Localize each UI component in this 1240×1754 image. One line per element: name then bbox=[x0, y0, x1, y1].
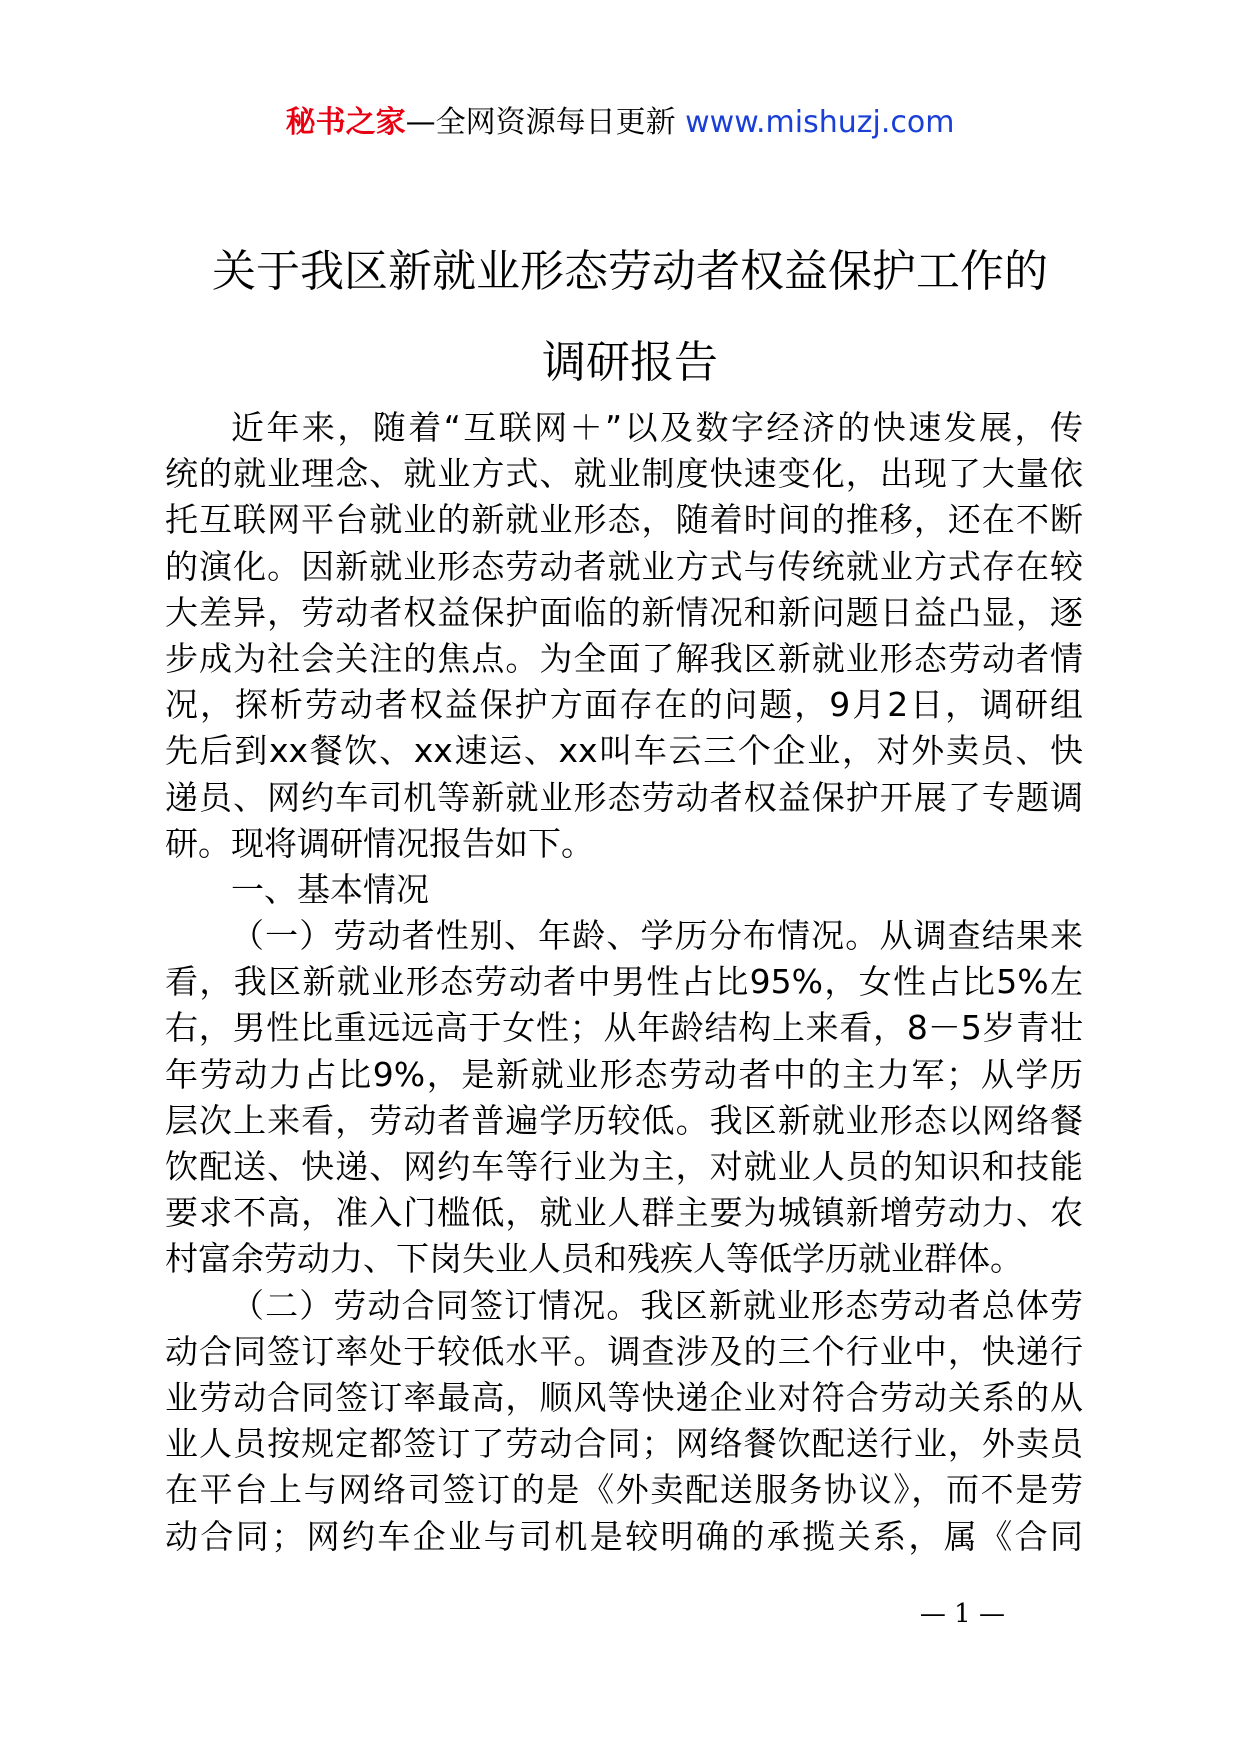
body-line: 先后到xx餐饮、xx速运、xx叫车云三个企业，对外卖员、快 bbox=[165, 731, 1083, 771]
body-line: （二）劳动合同签订情况。我区新就业形态劳动者总体劳 bbox=[231, 1285, 1083, 1325]
body-line: 递员、网约车司机等新就业形态劳动者权益保护开展了专题调 bbox=[165, 777, 1083, 817]
body-line: 看，我区新就业形态劳动者中男性占比95%，女性占比5%左 bbox=[165, 962, 1083, 1002]
body-line: 近年来，随着“互联网＋”以及数字经济的快速发展，传 bbox=[231, 408, 1083, 447]
body-line: 步成为社会关注的焦点。为全面了解我区新就业形态劳动者情 bbox=[165, 638, 1083, 678]
body-line: 饮配送、快递、网约车等行业为主，对就业人员的知识和技能 bbox=[165, 1147, 1083, 1186]
body-line: 要求不高，准入门槛低，就业人群主要为城镇新增劳动力、农 bbox=[165, 1193, 1083, 1233]
body-line: 层次上来看，劳动者普遍学历较低。我区新就业形态以网络餐 bbox=[165, 1100, 1083, 1140]
body-line: 动合同签订率处于较低水平。调查涉及的三个行业中，快递行 bbox=[165, 1331, 1083, 1371]
document-body bbox=[165, 405, 1083, 1560]
body-line: 右，男性比重远远高于女性；从年龄结构上来看，8－5岁青壮 bbox=[165, 1008, 1083, 1048]
page-number: — 1 — bbox=[919, 1599, 1005, 1629]
body-line: 业劳动合同签订率最高，顺风等快递企业对符合劳动关系的从 bbox=[165, 1377, 1083, 1417]
body-line: 动合同；网约车企业与司机是较明确的承揽关系，属《合同 bbox=[165, 1516, 1083, 1556]
document-title-line-2: 调研报告 bbox=[542, 337, 718, 388]
site-header-banner bbox=[0, 103, 1240, 143]
site-url[interactable]: www.mishuzj.com bbox=[685, 105, 955, 140]
body-line: 村富余劳动力、下岗失业人员和残疾人等低学历就业群体。 bbox=[165, 1239, 1023, 1279]
body-line: 统的就业理念、就业方式、就业制度快速变化，出现了大量依 bbox=[165, 454, 1083, 494]
body-line: 业人员按规定都签订了劳动合同；网络餐饮配送行业，外卖员 bbox=[165, 1424, 1083, 1464]
document-title-line-1: 关于我区新就业形态劳动者权益保护工作的 bbox=[212, 246, 1048, 297]
body-line: 托互联网平台就业的新就业形态，随着时间的推移，还在不断 bbox=[165, 500, 1083, 540]
header-slogan: —全网资源每日更新 bbox=[405, 105, 686, 140]
body-line: 研。现将调研情况报告如下。 bbox=[165, 823, 594, 863]
body-line: 年劳动力占比9%，是新就业形态劳动者中的主力军；从学历 bbox=[165, 1054, 1083, 1094]
body-line: （一）劳动者性别、年龄、学历分布情况。从调查结果来 bbox=[231, 916, 1083, 956]
body-line: 在平台上与网络司签订的是《外卖配送服务协议》，而不是劳 bbox=[165, 1470, 1083, 1510]
brand-name: 秘书之家 bbox=[285, 105, 406, 140]
section-heading: 一、基本情况 bbox=[231, 869, 429, 909]
body-line: 的演化。因新就业形态劳动者就业方式与传统就业方式存在较 bbox=[165, 546, 1083, 586]
body-line: 大差异，劳动者权益保护面临的新情况和新问题日益凸显，逐 bbox=[165, 592, 1083, 632]
body-line: 况，探析劳动者权益保护方面存在的问题，9月2日，调研组 bbox=[165, 685, 1083, 725]
